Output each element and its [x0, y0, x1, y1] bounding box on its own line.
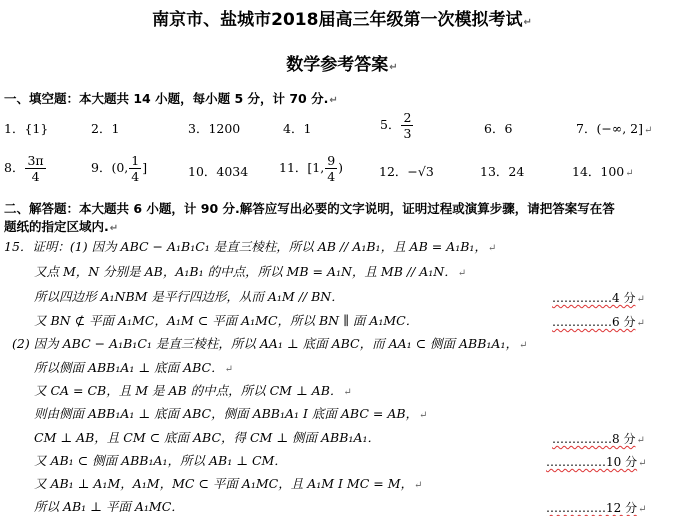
proof-line: 所以 AB₁ ⊥ 平面 A₁MC．: [34, 499, 184, 514]
score-mark: ……………10 分↵: [546, 455, 647, 469]
proof-line: 15．证明：(1) 因为 ABC − A₁B₁C₁ 是直三棱柱，所以 AB // A₁B₁，且 AB = A₁B₁，↵: [4, 239, 497, 254]
answer-11: 11．[1, $\frac{9}{4}$ ): [279, 153, 344, 184]
answer-3: 3．1200: [188, 121, 241, 136]
answer-7: 7．(−∞, 2]↵: [576, 121, 653, 136]
score-mark: ……………6 分↵: [552, 315, 645, 329]
proof-line: (2) 因为 ABC − A₁B₁C₁ 是直三棱柱，所以 AA₁ ⊥ 底面 ABC，而 AA₁ ⊂ 侧面 ABB₁A₁，↵: [12, 336, 528, 351]
answer-1: 1．{1}: [4, 121, 49, 136]
answer-2: 2．1: [91, 121, 120, 136]
section2-heading-line2: 题纸的指定区域内.↵: [4, 219, 119, 234]
document-title: 南京市、盐城市2018届高三年级第一次模拟考试↵: [152, 10, 532, 30]
proof-line: 又 AB₁ ⊥ A₁M，A₁M，MC ⊂ 平面 A₁MC，且 A₁M I MC = M，↵: [34, 476, 423, 491]
answer-13: 13．24: [480, 164, 525, 179]
score-mark: ……………8 分↵: [552, 432, 645, 446]
proof-line: 又点 M，N 分别是 AB，A₁B₁ 的中点，所以 MB = A₁N，且 MB // A₁N．↵: [34, 264, 467, 279]
answer-10: 10．4034: [188, 164, 249, 179]
proof-line: CM ⊥ AB，且 CM ⊂ 底面 ABC，得 CM ⊥ 侧面 ABB₁A₁．: [34, 430, 380, 445]
score-mark: ……………12 分↵: [546, 501, 647, 515]
answer-5: 5． $\frac{2}{3}$: [380, 110, 412, 141]
fraction: $\frac{9}{4}$: [327, 153, 336, 184]
proof-line: 所以侧面 ABB₁A₁ ⊥ 底面 ABC．↵: [34, 360, 233, 375]
document-subtitle: 数学参考答案↵: [286, 55, 398, 75]
proof-line: 又 AB₁ ⊂ 侧面 ABB₁A₁，所以 AB₁ ⊥ CM．: [34, 453, 287, 468]
fraction: $\frac{3\pi}{4}$: [27, 153, 44, 184]
section2-heading-line1: 二、解答题：本大题共 6 小题，计 90 分.解答应写出必要的文字说明，证明过程或演算步骤，请把答案写在答: [4, 201, 615, 216]
return-mark: ↵: [523, 17, 532, 28]
answer-8: 8． $\frac{3\pi}{4}$: [4, 153, 44, 184]
answer-4: 4．1: [283, 121, 312, 136]
fraction: $\frac{2}{3}$: [403, 110, 412, 141]
proof-line: 则由侧面 ABB₁A₁ ⊥ 底面 ABC，侧面 ABB₁A₁ I 底面 ABC = AB，↵: [34, 406, 428, 421]
section1-heading: 一、填空题：本大题共 14 小题，每小题 5 分，计 70 分.↵: [4, 91, 338, 106]
proof-line: 又 BN ⊄ 平面 A₁MC，A₁M ⊂ 平面 A₁MC，所以 BN ∥ 面 A₁MC．: [34, 313, 419, 328]
answer-14: 14．100↵: [572, 164, 634, 179]
return-mark: ↵: [389, 62, 398, 73]
fraction: $\frac{1}{4}$: [131, 153, 140, 184]
score-mark: ……………4 分↵: [552, 291, 645, 305]
proof-line: 又 CA = CB，且 M 是 AB 的中点，所以 CM ⊥ AB．↵: [34, 383, 352, 398]
answer-12: 12．−√3: [379, 164, 434, 179]
answer-6: 6．6: [484, 121, 513, 136]
answer-9: 9．(0, $\frac{1}{4}$ ]: [91, 153, 148, 184]
proof-line: 所以四边形 A₁NBM 是平行四边形，从而 A₁M // BN．: [34, 289, 344, 304]
